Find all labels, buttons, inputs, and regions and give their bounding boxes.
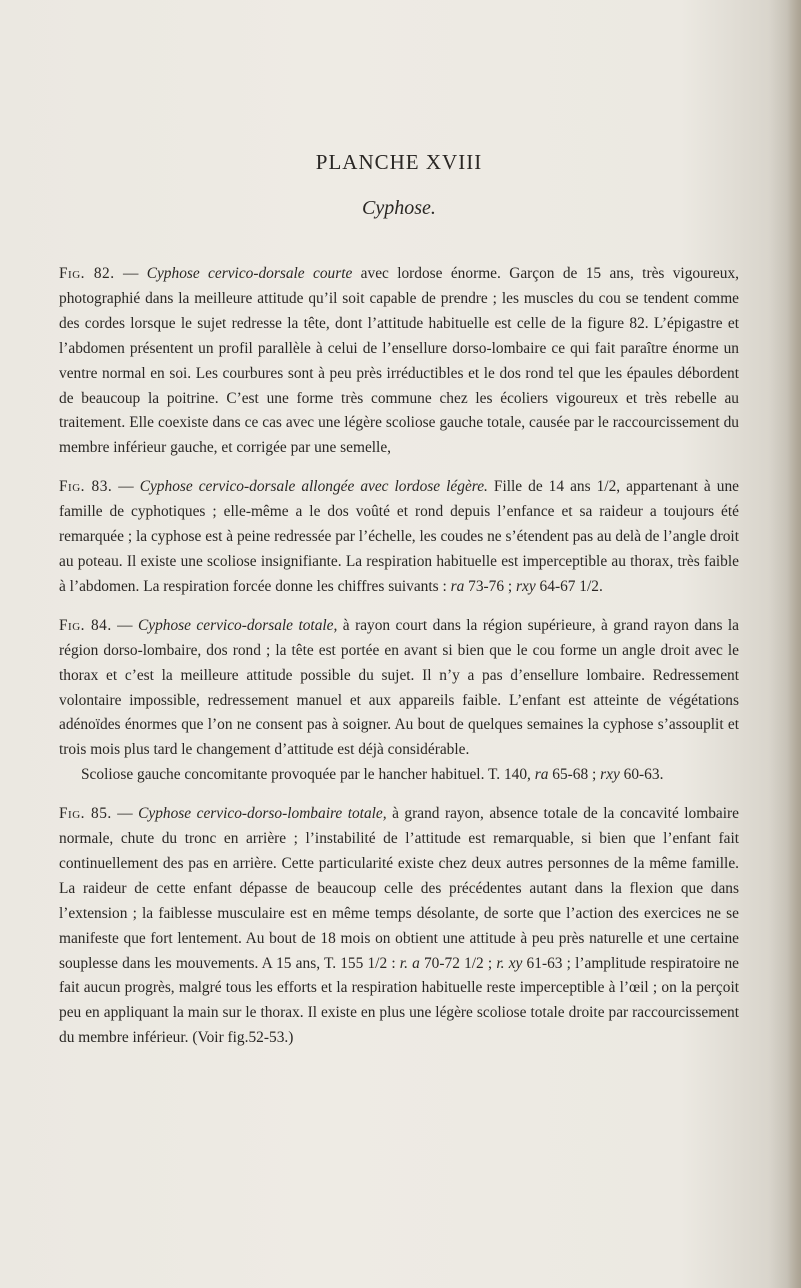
figure-85-measure-b: 61-63 ; l’amplitude respiratoire ne fait aucun progrès, malgré tous les efforts et la respiration habituelle reste imperceptible à l’œil ; on la perçoit peu en appliquant la main sur le thorax. Il existe en plus une légère scoliose totale droite par raccourcissement du membre inférieur. (Voir fig.52-53.)	[59, 954, 740, 1047]
plate-subtitle: Cyphose.	[362, 197, 436, 219]
figure-descriptions	[59, 262, 739, 1051]
figure-84-text2: Scoliose gauche concomitante provoquée par le hancher habituel. T. 140,	[81, 766, 535, 784]
figure-85-dash: —	[111, 805, 139, 823]
figure-85-description	[59, 802, 739, 1051]
figure-84-measure-b: 60-63.	[619, 766, 664, 784]
plate-title: PLANCHE XVIII	[315, 150, 483, 174]
figure-83-title: Cyphose cervico-dorsale allongée avec lordose légère.	[139, 478, 488, 496]
figure-82-text: avec lordose énorme. Garçon de 15 ans, très vigoureux, photographié dans la meilleure attitude qu’il soit capable de prendre ; les muscles du cou se tendent comme des cordes lorsque le sujet redresse la tête, dont l’attitude habituelle est celle de la figure 82. L’épigastre et l’abdomen présentent un profil parallèle à celui de l’ensellure dorso-lombaire ce qui fait paraître énorme un ventre normal en soi. Les courbures sont à peu près irréductibles et le dos rond tel que les épaules débordent de beaucoup la poitrine. C’est une forme très commune chez les écoliers vigoureux et très rebelle au traitement. Elle coexiste dans ce cas avec une légère scoliose gauche totale, causée par le raccourcissement du membre inférieur gauche, et corrigée par une semelle,	[59, 265, 739, 457]
figure-83-description	[59, 475, 739, 600]
figure-83-text: Fille de 14 ans 1/2, appartenant à une famille de cyphotiques ; elle-même a le dos voûté et rond depuis l’enfance et sa raideur a toujours été remarquée ; la cyphose est à peine redressée par l’échelle, les coudes ne s’étendent pas au delà de l’angle droit au poteau. Il existe une scoliose insignifiante. La respiration habituelle est imperceptible au thorax, très faible à l’abdomen. La respiration forcée donne les chiffres suivants :	[59, 478, 739, 595]
figure-85-label: Fig. 85.	[59, 805, 112, 823]
figure-84-measure-a: 65-68 ;	[548, 766, 601, 784]
figure-82-description	[59, 262, 739, 461]
figure-83-measure-a: 73-76 ;	[464, 577, 517, 595]
figure-84-description	[59, 614, 739, 788]
figure-83-label: Fig. 83.	[59, 478, 113, 496]
page-edge-shadow	[787, 0, 801, 1288]
figure-83-dash: —	[112, 478, 140, 496]
figure-84-dash: —	[111, 616, 138, 634]
figure-84-second-paragraph	[59, 763, 739, 788]
figure-85-measure-b-label: r. xy	[496, 954, 523, 972]
figure-83-measure-a-label: ra	[450, 577, 465, 595]
figure-82-label: Fig. 82.	[59, 265, 115, 282]
figure-85-measure-a-label: r. a	[399, 954, 420, 972]
figure-84-measure-b-label: rxy	[600, 766, 620, 784]
figure-84-title: Cyphose cervico-dorsale totale,	[137, 616, 338, 634]
figure-83-measure-b: 64-67 1/2.	[535, 577, 603, 595]
figure-82-dash: —	[114, 265, 147, 282]
figure-84-text: à rayon court dans la région supérieure, à grand rayon dans la région dorso-lombaire, dos rond ; la tête est portée en avant si bien que le cou forme un angle droit avec le thorax et c’est la meilleure attitude possible du sujet. Il n’y a pas d’ensellure lombaire. Redressement volontaire impossible, redressement manuel et aux appareils faible. L’enfant est atteinte de végétations adénoïdes énormes que l’on ne consent pas à soigner. Au bout de quelques semaines la cyphose s’assouplit et trois mois plus tard le changement d’attitude est déjà considérable.	[59, 616, 739, 759]
figure-84-label: Fig. 84.	[59, 616, 112, 634]
figure-85-text: à grand rayon, absence totale de la concavité lombaire normale, chute du tronc en arrière ; l’instabilité de l’attitude est remarquable, si bien que l’enfant fait continuellement des pas en arrière. Cette particularité existe chez deux autres personnes de la même famille. La raideur de cette enfant dépasse de beaucoup celle des précédentes autant dans la flexion que dans l’extension ; la faiblesse musculaire est en même temps désolante, de sorte que l’action des exercices ne se manifeste que fort lentement. Au bout de 18 mois on obtient une attitude à peu près naturelle et une certaine souplesse dans les mouvements. A 15 ans, T. 155 1/2 :	[59, 805, 739, 972]
figure-85-title: Cyphose cervico-dorso-lombaire totale,	[138, 805, 387, 823]
figure-84-measure-a-label: ra	[534, 766, 549, 784]
figure-82-title: Cyphose cervico-dorsale courte	[146, 265, 353, 282]
figure-83-measure-b-label: rxy	[516, 577, 536, 595]
figure-85-measure-a: 70-72 1/2 ;	[419, 954, 497, 972]
plate-content	[59, 150, 739, 1065]
